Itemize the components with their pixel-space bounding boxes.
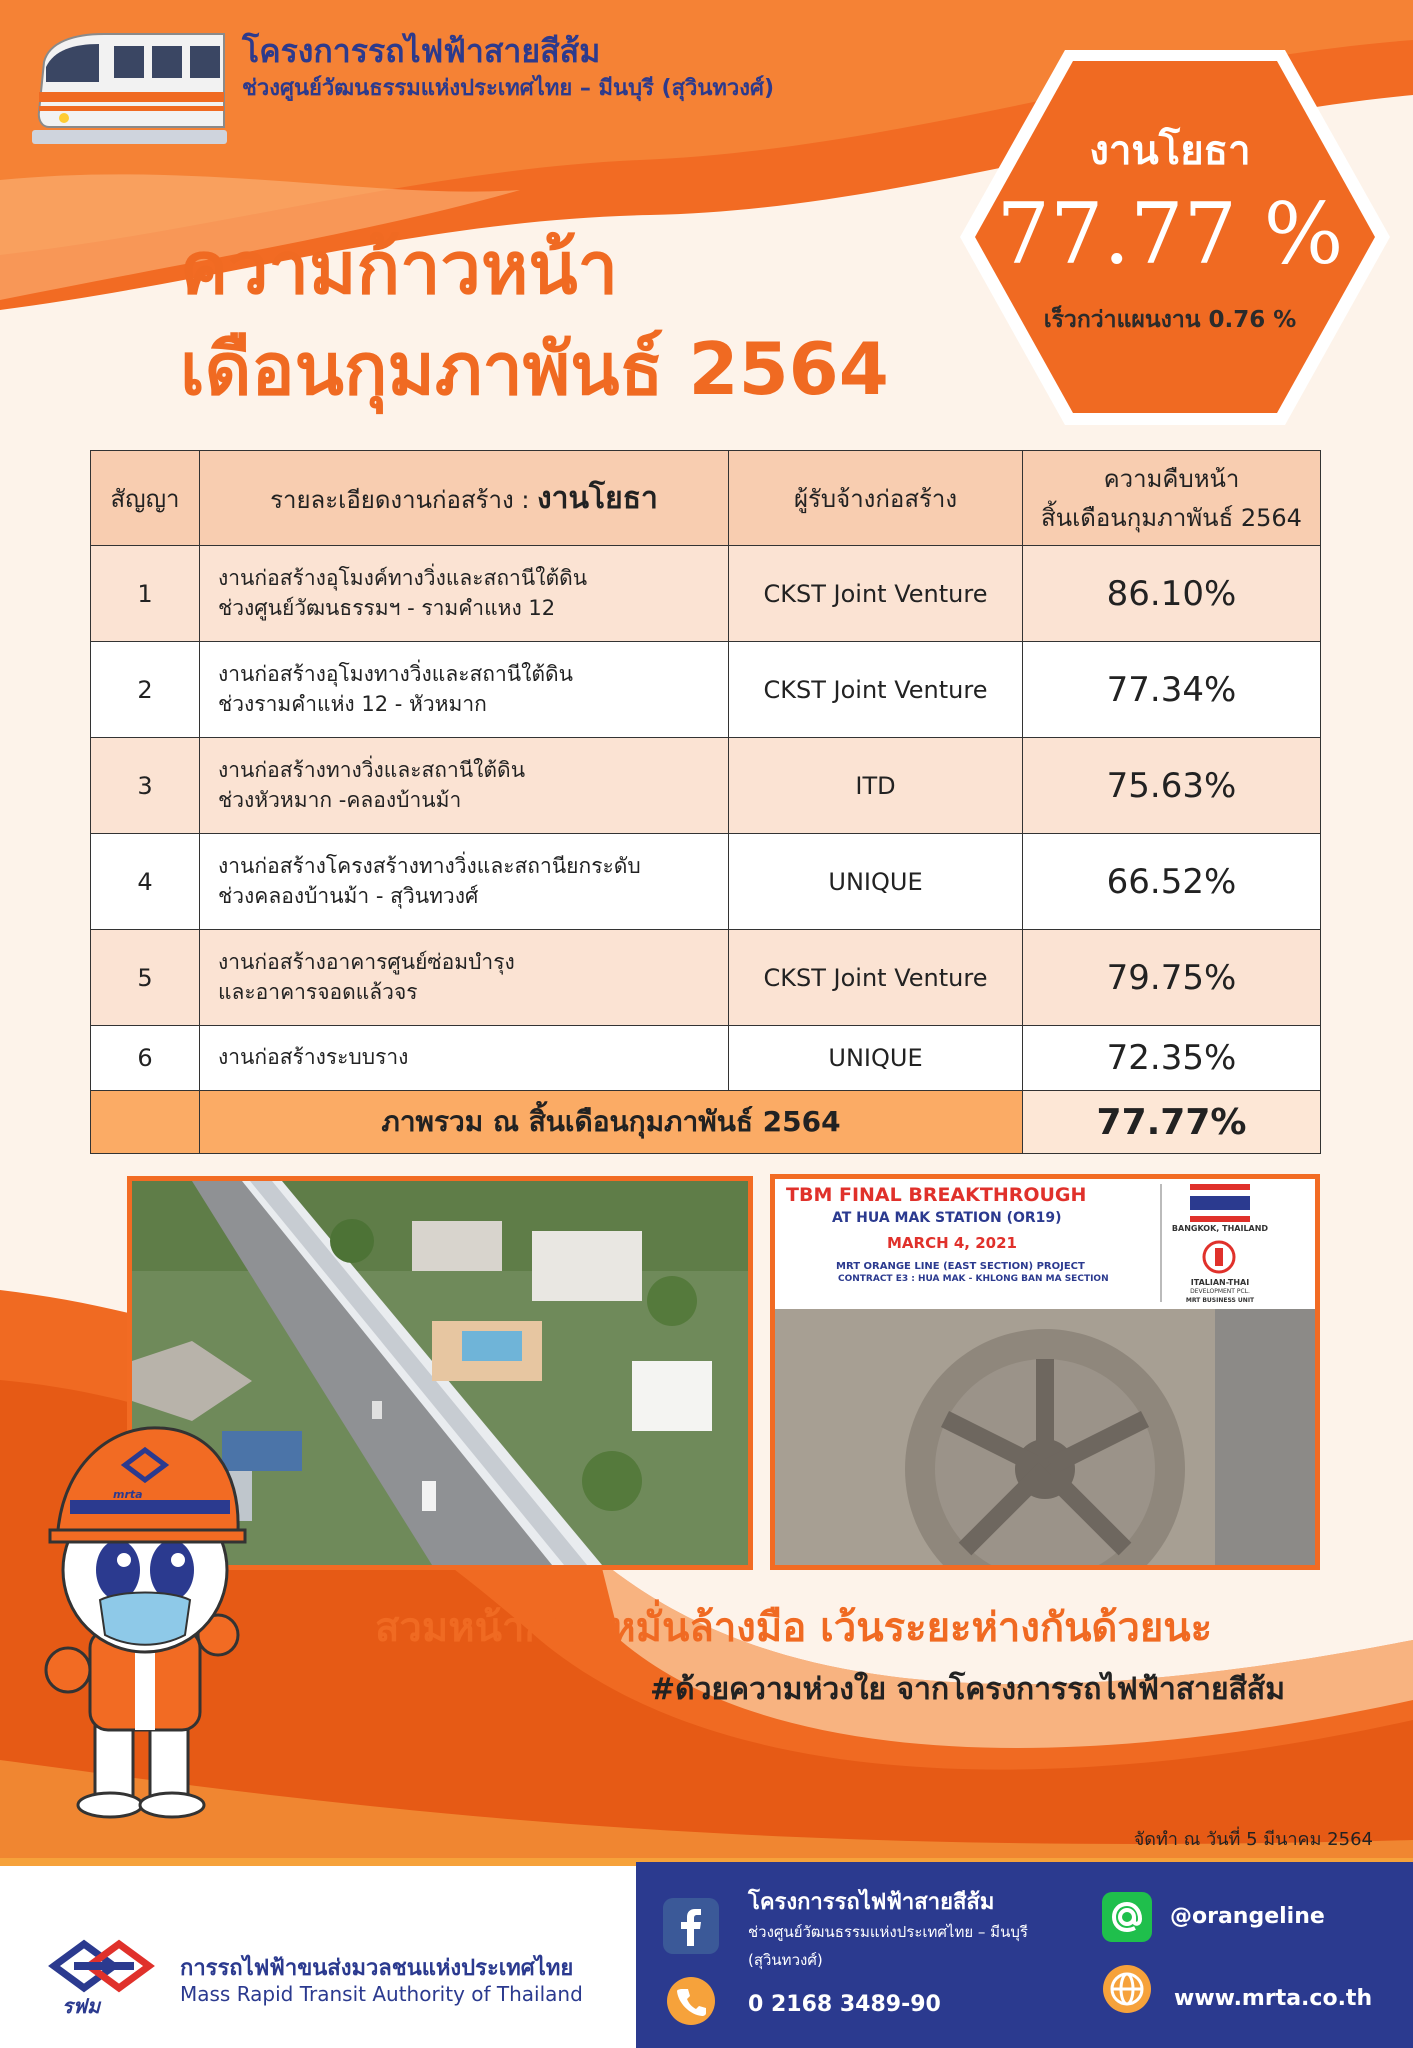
hex-label: งานโยธา [1089,128,1251,174]
campaign-hashtag: #ด้วยความห่วงใย จากโครงการรถไฟฟ้าสายสีส้ม [650,1672,1285,1707]
mrta-logo-text: รฟม [62,1994,101,2018]
header-progress [1023,451,1321,546]
itd-logo-icon [1202,1240,1236,1274]
headline-line2: เดือนกุมภาพันธ์ 2564 [180,327,889,411]
phone-icon [666,1976,716,2026]
tbm-banner-station: AT HUA MAK STATION (OR19) [832,1210,1062,1226]
flag-icon [1190,1184,1250,1222]
campaign-slogan: สวมหน้ากาก หมั่นล้างมือ เว้นระยะห่างกันด้วยนะ [375,1605,1213,1651]
globe-icon [1102,1964,1152,2014]
total-label: ภาพรวม ณ สิ้นเดือนกุมภาพันธ์ 2564 [200,1091,1023,1154]
tbm-banner-contract: CONTRACT E3 : HUA MAK - KHLONG BAN MA SECTION [838,1274,1109,1284]
facebook-icon[interactable] [663,1898,719,1954]
tbm-company-sub: DEVELOPMENT PCL. [1190,1288,1250,1295]
row-progress: 86.10% [1023,546,1321,642]
project-subtitle: ช่วงศูนย์วัฒนธรรมแห่งประเทศไทย – มีนบุรี (สุวินทวงศ์) [242,76,775,101]
fb-page-sub1: ช่วงศูนย์วัฒนธรรมแห่งประเทศไทย – มีนบุรี [748,1923,1028,1941]
tbm-banner-date: MARCH 4, 2021 [887,1234,1017,1252]
fb-page-sub2: (สุวินทวงศ์) [748,1951,823,1969]
total-value: 77.77% [1023,1091,1321,1154]
tbm-banner-title: TBM FINAL BREAKTHROUGH [786,1184,1087,1206]
at-icon [1102,1892,1152,1942]
train-icon [24,22,234,157]
row-progress: 79.75% [1023,930,1321,1026]
row-description [200,642,729,738]
table-row [91,930,1321,1026]
header-details-prefix: รายละเอียดงานก่อสร้าง : [270,485,538,514]
row-number: 1 [91,546,200,642]
row-progress: 66.52% [1023,834,1321,930]
row-desc-line2: ช่วงคลองบ้านม้า - สุวินทวงศ์ [218,883,479,908]
row-desc-line1: งานก่อสร้างทางวิ่งและสถานีใต้ดิน [218,758,526,783]
row-contractor: CKST Joint Venture [729,546,1023,642]
project-title: โครงการรถไฟฟ้าสายสีส้ม [242,32,601,70]
hex-note: เร็วกว่าแผนงาน 0.76 % [1043,307,1297,333]
line-id[interactable]: @orangeline [1170,1904,1325,1929]
header-progress-line1: ความคืบหน้า [1103,465,1240,493]
tbm-photo-image [775,1179,1315,1565]
row-desc-line2: ช่วงหัวหมาก -คลองบ้านม้า [218,787,462,812]
row-contractor: CKST Joint Venture [729,642,1023,738]
header-details [200,451,729,546]
row-desc-line1: งานก่อสร้างโครงสร้างทางวิ่งและสถานียกระดับ [218,854,641,879]
website-link[interactable]: www.mrta.co.th [1174,1986,1373,2011]
row-description [200,738,729,834]
tbm-banner-project: MRT ORANGE LINE (EAST SECTION) PROJECT [836,1261,1085,1272]
total-blank [91,1091,200,1154]
tbm-unit: MRT BUSINESS UNIT [1185,1297,1255,1304]
hex-value: 77.77 % [996,185,1344,283]
row-desc-line2: ช่วงศูนย์วัฒนธรรมฯ - รามคำแหง 12 [218,595,556,620]
row-description [200,834,729,930]
row-progress: 75.63% [1023,738,1321,834]
row-contractor: ITD [729,738,1023,834]
mascot-helmet-text: mrta [113,1488,143,1501]
tbm-flag-caption: BANGKOK, THAILAND [1171,1224,1269,1233]
table-row [91,738,1321,834]
org-name-en: Mass Rapid Transit Authority of Thailand [180,1982,583,2006]
row-number: 2 [91,642,200,738]
table-row [91,642,1321,738]
row-contractor: UNIQUE [729,1026,1023,1091]
row-number: 5 [91,930,200,1026]
row-desc-line1: งานก่อสร้างระบบราง [218,1045,409,1070]
header-details-strong: งานโยธา [537,480,658,516]
phone-number[interactable]: 0 2168 3489-90 [748,1992,941,2017]
row-desc-line2: ช่วงรามคำแห่ง 12 - หัวหมาก [218,691,487,716]
tbm-company: ITALIAN-THAI [1190,1278,1250,1287]
table-row [91,834,1321,930]
row-desc-line2: และอาคารจอดแล้วจร [218,979,418,1004]
table-row [91,546,1321,642]
tbm-photo [770,1174,1320,1570]
row-description [200,546,729,642]
row-contractor: CKST Joint Venture [729,930,1023,1026]
fb-page-title[interactable]: โครงการรถไฟฟ้าสายสีส้ม [748,1890,995,1915]
headline-line1: ความก้าวหน้า [180,226,619,310]
org-name-th: การรถไฟฟ้าขนส่งมวลชนแห่งประเทศไทย [180,1956,574,1981]
table-total-row [91,1091,1321,1154]
header-contractor: ผู้รับจ้างก่อสร้าง [729,451,1023,546]
row-description [200,1026,729,1091]
header-contract: สัญญา [91,451,200,546]
row-contractor: UNIQUE [729,834,1023,930]
row-number: 3 [91,738,200,834]
row-desc-line1: งานก่อสร้างอุโมงทางวิ่งและสถานีใต้ดิน [218,662,574,687]
prepared-date: จัดทำ ณ วันที่ 5 มีนาคม 2564 [1133,1829,1373,1850]
mascot-illustration [40,1420,270,1820]
row-progress: 77.34% [1023,642,1321,738]
row-description [200,930,729,1026]
row-desc-line1: งานก่อสร้างอาคารศูนย์ซ่อมบำรุง [218,950,515,975]
table-header-row [91,451,1321,546]
row-number: 4 [91,834,200,930]
progress-table [90,450,1321,1154]
table-row [91,1026,1321,1091]
header-progress-line2: สิ้นเดือนกุมภาพันธ์ 2564 [1041,504,1302,532]
row-number: 6 [91,1026,200,1091]
row-desc-line1: งานก่อสร้างอุโมงค์ทางวิ่งและสถานีใต้ดิน [218,566,588,591]
row-progress: 72.35% [1023,1026,1321,1091]
